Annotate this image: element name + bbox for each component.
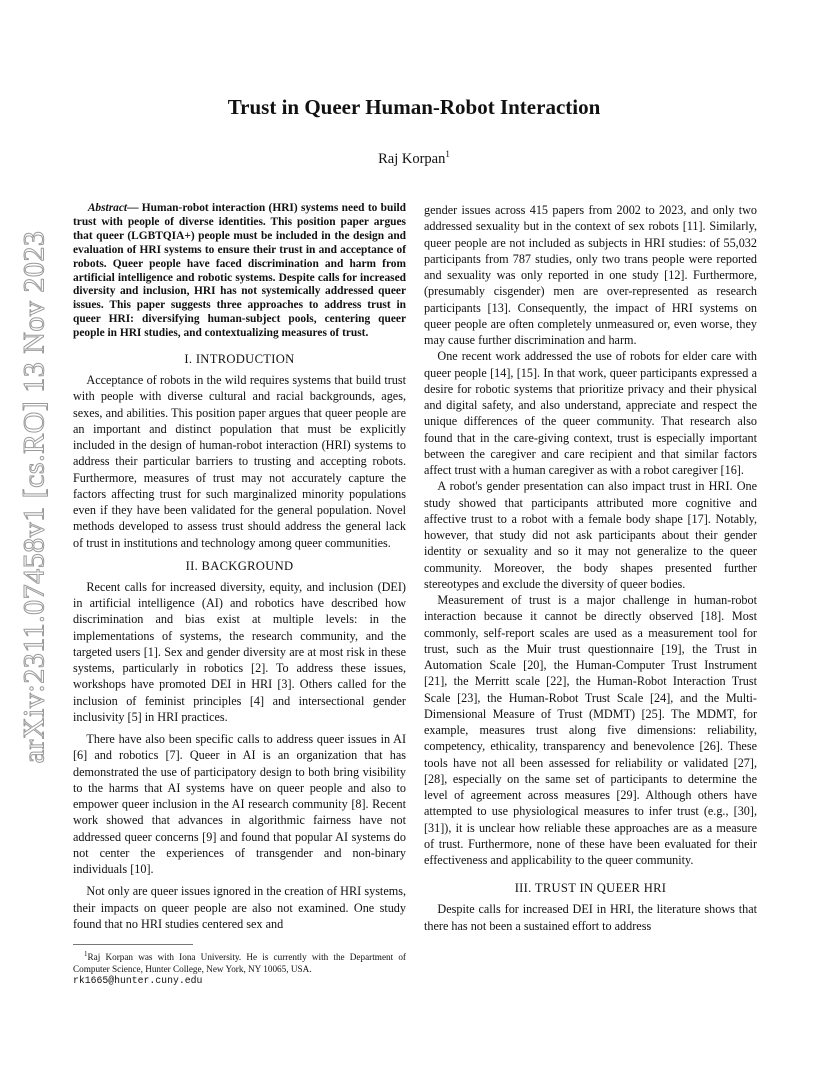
left-column [73, 202, 406, 987]
arxiv-identifier-stamp [10, 230, 58, 764]
right-column [424, 202, 757, 934]
footnote [73, 949, 406, 987]
author-email: rk1665@hunter.cuny.edu [73, 975, 203, 987]
background-paragraph-trust-measurement: Measurement of trust is a major challenge in human-robot interaction because it cannot be directly observed [18]. Most commonly, self-report scales are used as a measurement tool for trust, such as the Muir trust questionnaire [19], the Trust in Automation Scale [20], the Human-Computer Trust Instrument [21], the Merritt scale [22], the Human-Robot Interaction Trust Scale [23], the Human-Robot Trust Scale [24], and the Multi-Dimensional Measure of Trust (MDMT) [25]. The MDMT, for example, measures trust along five dimensions: reliability, competency, ethicality, transparency and benevolence [26]. These tools have not all been assessed for reliability or validated [27], [28], especially on the same set of participants to determine the level of agreement across measures [29]. Although others have attempted to use physiological measures to infer trust (e.g., [30], [31]), it is unclear how reliable these approaches are as a measure of trust. Furthermore, none of these have been evaluated for their effectiveness and applicability to the queer community. [424, 593, 757, 867]
background-paragraph-gender-presentation: A robot's gender presentation can also impact trust in HRI. One study showed that participants attributed more cognitive and affective trust to a robot with a female body shape [17]. Notably, however, that study did not ask participants about their gender identity or sexuality and so it may not generalize to the queer community. Moreover, the body shapes presented further stereotypes and exclude the diversity of queer bodies. [424, 479, 757, 591]
author-name: Raj Korpan [378, 150, 446, 167]
arxiv-identifier-text: arXiv:2311.07458v1 [cs.RO] 13 Nov 2023 [17, 230, 50, 764]
trust-paragraph-1: Despite calls for increased DEI in HRI, the literature shows that there has not been a sustained effort to address [424, 902, 757, 933]
footnote-mark: 1 [84, 950, 88, 959]
background-paragraph-elder-care: One recent work addressed the use of robots for elder care with queer people [14], [15]. In that work, queer participants expressed a desire for robotic systems that prioritize privacy and their physical and digital safety, and also understand, appreciate and respect the unique differences of the queer community. That research also found that in the care-giving context, trust is especially important between the caregiver and care recipient and that similar factors affect trust with a human caregiver as with a robot caregiver [16]. [424, 349, 757, 477]
section-heading-introduction: I. INTRODUCTION [184, 352, 295, 367]
abstract-text: — Human-robot interaction (HRI) systems need to build trust with people of diverse identities. This position paper argues that queer (LGBTQIA+) people must be included in the design and evaluation of HRI systems to ensure their trust in and acceptance of robots. Queer people have faced discrimination and harm from artificial intelligence and robotic systems. Despite calls for increased diversity and inclusion, HRI has not systemically addressed queer issues. This paper suggests three approaches to address trust in queer HRI: diversifying human-subject pools, centering queer people in HRI studies, and contextualizing measures of trust. [73, 202, 406, 340]
footnote-text: Raj Korpan was with Iona University. He is currently with the Department of Computer Science, Hunter College, New York, NY 10065, USA. [73, 952, 406, 974]
section-heading-background: II. BACKGROUND [185, 558, 294, 573]
section-heading-trust-in-queer-hri: III. TRUST IN QUEER HRI [514, 881, 667, 896]
abstract [73, 202, 406, 341]
paper-title: Trust in Queer Human-Robot Interaction [227, 95, 601, 119]
intro-paragraph-1: Acceptance of robots in the wild requires systems that build trust with people with diverse cultural and racial backgrounds, ages, sexes, and abilities. This position paper argues that queer people are an important and distinct population that must be explicitly included in the design of human-robot interaction (HRI) systems to address their particular barriers to trusting and accepting robots. Furthermore, measures of trust may not accurately capture the factors affecting trust for such marginalized minority populations even if they have been validated for the general population. Novel methods developed to assess trust should address the general lack of trust in institutions and technology among queer communities. [73, 373, 406, 550]
abstract-label: Abstract [87, 202, 128, 214]
background-paragraph-2: There have also been specific calls to address queer issues in AI [6] and robotics [7]. Queer in AI is an organization that has demonstrated the use of participatory design to both bring visibility to the harms that AI systems have on queer people and also to empower queer inclusion in the AI research community [8]. Recent work showed that advances in algorithmic fairness have not addressed queer concerns [9] and found that popular AI systems do not center the experiences of transgender and non-binary individuals [10]. [73, 732, 406, 877]
author-line [0, 144, 828, 169]
background-continued-paragraph: gender issues across 415 papers from 2002 to 2023, and only two addressed sexuality but in the context of sex robots [11]. Similarly, queer people are not included as subjects in HRI studies: of 55,032 participants from 787 studies, only two trans people were reported and sexuality was only reported in one study [12]. Furthermore, (presumably cisgender) men are over-represented as research participants [13]. Consequently, the impact of HRI systems on queer people are often completely unmeasured or, even worse, they may cause further discrimination and harm. [424, 203, 757, 347]
author-affiliation-mark: 1 [445, 149, 450, 159]
background-paragraph-3: Not only are queer issues ignored in the creation of HRI systems, their impacts on queer people are also not examined. One study found that no HRI studies centered sex and [73, 884, 406, 931]
background-paragraph-1: Recent calls for increased diversity, equity, and inclusion (DEI) in artificial intelligence (AI) and robotics have described how discrimination and bias exist at multiple levels: in the implementations of systems, the research community, and the targeted users [1]. Sex and gender diversity are at most risk in these systems, particularly in robotics [2]. To address these issues, workshops have promoted DEI in HRI [3]. Others called for the inclusion of feminist principles [4] and intersectional gender inclusivity [5] in HRI practices. [73, 579, 406, 724]
